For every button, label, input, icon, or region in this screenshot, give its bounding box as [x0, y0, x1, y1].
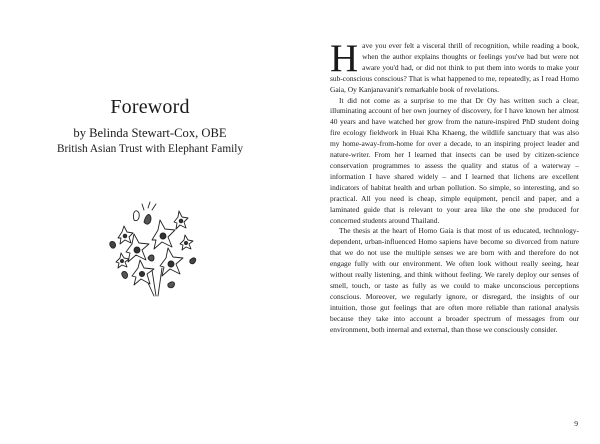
author-organization: British Asian Trust with Elephant Family	[56, 143, 244, 155]
paragraph-1	[330, 37, 579, 96]
right-page	[300, 0, 600, 444]
page-number: 9	[574, 419, 578, 428]
foreword-body	[330, 37, 579, 335]
author-byline: by Belinda Stewart-Cox, OBE	[73, 126, 227, 140]
drop-cap: H	[330, 37, 359, 80]
foreword-title: Foreword	[110, 96, 190, 118]
paragraph-3: The thesis at the heart of Homo Gaia is that most of us educated, technology-dependent, urban-influenced Homo sapiens have become so divorced from nature that we do not use the multiple senses we are born with and therefore do not engage fully with our environment. We often look without really seeing, hear without really listening, and think without feeling. We rarely deploy our senses of smell, touch, or taste as fully as we could to make unconscious perceptions conscious. Moreover, we regularly ignore, or disregard, the insights of our intuition, those gut feelings that are often more reliable than rational analysis because they take into account a broader spectrum of messages from our environment, both internal and external, than those we consciously consider.	[330, 226, 579, 334]
paragraph-2: It did not come as a surprise to me that Dr Oy has written such a clear, illuminating account of her own journey of discovery, for I have known her almost 40 years and have watched her grow from the nature-inspired PhD student doing fire ecology fieldwork in Huai Kha Khaeng, the wildlife sanctuary that was also my home-away-from-home for over a decade, to an inspiring project leader and nature-writer. From her I learned that insects can be used by citizen-science conservation programmes to assess the quality and status of a waterway – information I have shared widely – and I learned that lichens are excellent indicators of habitat health and urban pollution. So simple, so interesting, and so practical. All you need is cheap, simple equipment, pencil and paper, and a laminated guide that is relevant to your area like the one she produced for concerned students around Thailand.	[330, 95, 579, 225]
flower-bouquet-illustration	[104, 200, 200, 300]
paragraph-1-text: ave you ever felt a visceral thrill of recognition, while reading a book, when the author explains thoughts or feelings you've had but were not aware you'd had, or did not think to put them into words to make your sub-conscious conscious? That is what happened to me, repeatedly, as I read Homo Gaia, Oy Kanjanavanit's remarkable book of revelations.	[330, 41, 579, 94]
